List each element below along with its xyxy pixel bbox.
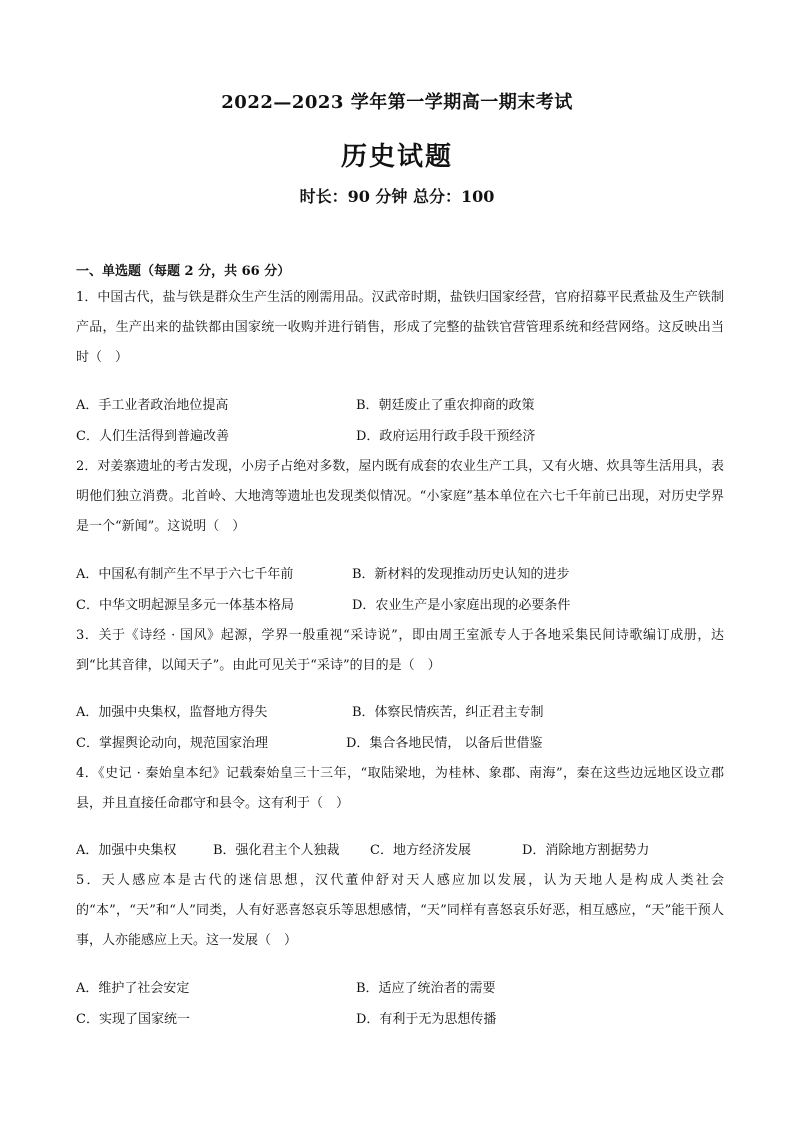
- question-5-option-c: C．实现了国家统一: [76, 1012, 190, 1027]
- question-4-stem: 4．《史记 · 秦始皇本纪》记载秦始皇三十三年，“取陆梁地，为桂林、象郡、南海”，秦在这些边远地区设立郡县，并且直接任命郡守和县令。这有利于（ ）: [76, 766, 724, 811]
- question-5-option-a: A．维护了社会安定: [76, 981, 190, 996]
- exam-info: 时长：90 分钟 总分：100: [299, 187, 495, 206]
- question-1-option-a: A．手工业者政治地位提高: [76, 398, 229, 413]
- question-2-option-b: B．新材料的发现推动历史认知的进步: [352, 567, 570, 582]
- question-3-option-c: C．掌握舆论动向，规范国家治理: [76, 736, 268, 751]
- question-2-stem: 2．对姜寨遗址的考古发现，小房子占绝对多数，屋内既有成套的农业生产工具，又有火塘、炊具等生活用具，表明他们独立消费。北首岭、大地湾等遗址也发现类似情况。“小家庭”基本单位在六七千年前已出现，对历史学界是一个“新闻”。这说明（ ）: [76, 459, 724, 534]
- question-5-stem: 5．天人感应本是古代的迷信思想，汉代董仲舒对天人感应加以发展，认为天地人是构成人类社会的“本”，“天”和“人”同类，人有好恶喜怒哀乐等思想感情，“天”同样有喜怒哀乐好恶，相互感应，“天”能干预人事，人亦能感应上天。这一发展（ ）: [76, 873, 724, 948]
- question-5-option-b: B．适应了统治者的需要: [356, 981, 496, 996]
- question-1-stem: 1．中国古代，盐与铁是群众生产生活的刚需用品。汉武帝时期，盐铁归国家经营，官府招募平民煮盐及生产铁制产品，生产出来的盐铁都由国家统一收购并进行销售，形成了完整的盐铁官营管理系统和经营网络。这反映出当时（ ）: [76, 290, 724, 365]
- question-3-stem: 3．关于《诗经 · 国风》起源，学界一般重视“采诗说”，即由周王室派专人于各地采集民间诗歌编订成册，达到“比其音律，以闻天子”。由此可见关于“采诗”的目的是（ ）: [76, 628, 724, 673]
- question-2-option-d: D．农业生产是小家庭出现的必要条件: [352, 598, 571, 613]
- section-heading: 一、单选题（每题 2 分，共 66 分）: [76, 264, 291, 279]
- question-3-option-b: B．体察民情疾苦，纠正君主专制: [352, 705, 544, 720]
- question-1-option-c: C．人们生活得到普遍改善: [76, 429, 229, 444]
- subject-title: 历史试题: [340, 142, 453, 172]
- question-4-option-b: B．强化君主个人独裁: [213, 843, 340, 858]
- exam-title: 2022—2023 学年第一学期高一期末考试: [221, 92, 573, 113]
- question-5-option-d: D．有利于无为思想传播: [356, 1012, 497, 1027]
- question-4-option-d: D．消除地方割据势力: [522, 843, 650, 858]
- question-3-option-d: D．集合各地民情， 以备后世借鉴: [346, 736, 543, 751]
- question-2-option-a: A．中国私有制产生不早于六七千年前: [76, 567, 294, 582]
- question-1-option-b: B．朝廷废止了重农抑商的政策: [356, 398, 535, 413]
- question-3-option-a: A．加强中央集权，监督地方得失: [76, 705, 268, 720]
- question-2-option-c: C．中华文明起源呈多元一体基本格局: [76, 598, 294, 613]
- question-1-option-d: D．政府运用行政手段干预经济: [356, 429, 536, 444]
- question-4-option-c: C．地方经济发展: [370, 843, 471, 858]
- question-4-option-a: A．加强中央集权: [76, 843, 177, 858]
